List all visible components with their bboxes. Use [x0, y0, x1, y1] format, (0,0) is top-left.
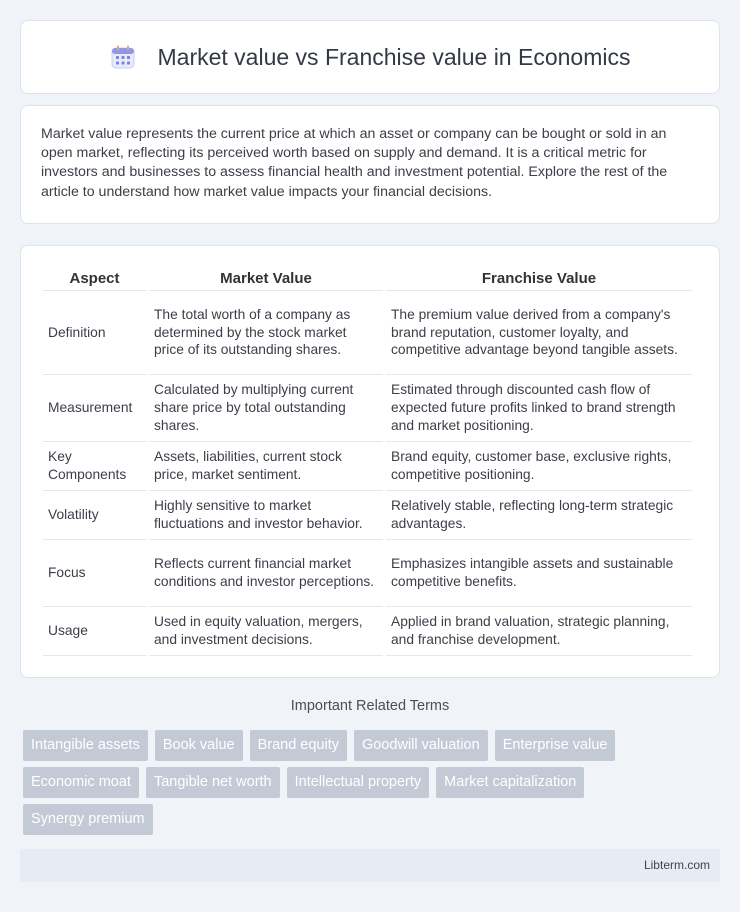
calendar-grid-icon — [110, 44, 136, 70]
related-term-tag[interactable]: Intellectual property — [287, 767, 430, 798]
comparison-table — [40, 266, 695, 656]
aspect-cell: Usage — [43, 607, 146, 656]
footer — [20, 849, 720, 882]
market-value-cell: Used in equity valuation, mergers, and investment decisions. — [149, 607, 383, 656]
footer-site-link[interactable]: Libterm.com — [643, 858, 710, 872]
franchise-value-cell: Emphasizes intangible assets and sustainable competitive benefits. — [386, 540, 692, 607]
related-term-tag[interactable]: Enterprise value — [495, 730, 616, 761]
franchise-value-cell: Relatively stable, reflecting long-term strategic advantages. — [386, 491, 692, 540]
market-value-cell: Highly sensitive to market fluctuations and investor behavior. — [149, 491, 383, 540]
market-value-cell: Reflects current financial market conditions and investor perceptions. — [149, 540, 383, 607]
column-header-franchise-value: Franchise Value — [386, 266, 692, 291]
franchise-value-cell: The premium value derived from a company's brand reputation, customer loyalty, and competitive advantage beyond tangible assets. — [386, 291, 692, 375]
market-value-cell: Assets, liabilities, current stock price, market sentiment. — [149, 442, 383, 491]
aspect-cell: Key Components — [43, 442, 146, 491]
market-value-cell: The total worth of a company as determined by the stock market price of its outstanding shares. — [149, 291, 383, 375]
related-term-tag[interactable]: Tangible net worth — [146, 767, 280, 798]
column-header-market-value: Market Value — [149, 266, 383, 291]
related-term-tag[interactable]: Goodwill valuation — [354, 730, 488, 761]
related-term-tag[interactable]: Market capitalization — [436, 767, 584, 798]
table-row — [43, 375, 692, 442]
related-term-tag[interactable]: Economic moat — [23, 767, 139, 798]
franchise-value-cell: Estimated through discounted cash flow of expected future profits linked to brand strength and market positioning. — [386, 375, 692, 442]
table-row — [43, 607, 692, 656]
intro-card — [20, 105, 720, 224]
comparison-table-card — [20, 245, 720, 678]
table-row — [43, 291, 692, 375]
page-title: Market value vs Franchise value in Economics — [157, 43, 631, 70]
related-term-tag[interactable]: Brand equity — [250, 730, 347, 761]
related-terms-list — [23, 730, 723, 841]
table-row — [43, 442, 692, 491]
market-value-cell: Calculated by multiplying current share price by total outstanding shares. — [149, 375, 383, 442]
aspect-cell: Volatility — [43, 491, 146, 540]
aspect-cell: Definition — [43, 291, 146, 375]
related-term-tag[interactable]: Intangible assets — [23, 730, 148, 761]
franchise-value-cell: Applied in brand valuation, strategic planning, and franchise development. — [386, 607, 692, 656]
table-row — [43, 540, 692, 607]
table-header-row — [43, 266, 692, 291]
franchise-value-cell: Brand equity, customer base, exclusive rights, competitive positioning. — [386, 442, 692, 491]
header-card — [20, 20, 720, 94]
aspect-cell: Measurement — [43, 375, 146, 442]
intro-paragraph: Market value represents the current price at which an asset or company can be bought or sold in an open market, reflecting its perceived worth based on supply and demand. It is a critical metric for investors and businesses to assess financial health and investment potential. Explore the rest of the article to understand how market value impacts your financial decisions. — [41, 126, 668, 200]
table-row — [43, 491, 692, 540]
aspect-cell: Focus — [43, 540, 146, 607]
related-terms-heading: Important Related Terms — [290, 698, 450, 714]
related-term-tag[interactable]: Book value — [155, 730, 243, 761]
related-term-tag[interactable]: Synergy premium — [23, 804, 153, 835]
column-header-aspect: Aspect — [43, 266, 146, 291]
